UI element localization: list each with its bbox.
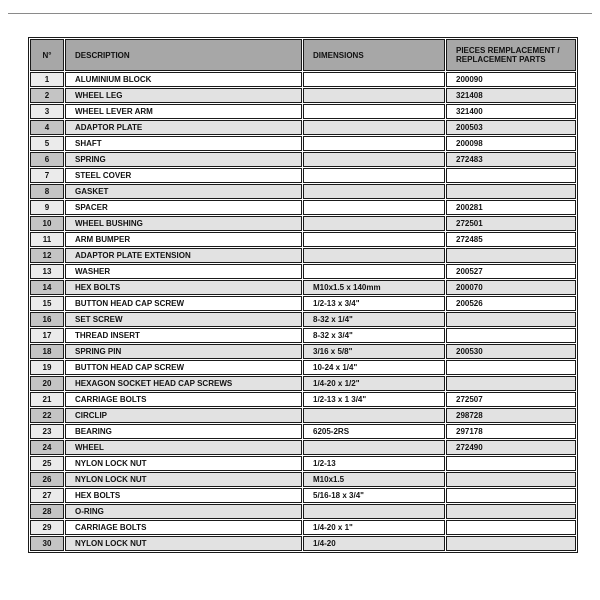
header-row: [30, 39, 576, 71]
table-row: [30, 136, 576, 151]
table-row: [30, 200, 576, 215]
row-number-cell: 22: [30, 408, 64, 423]
part-number-cell: [446, 504, 576, 519]
top-rule-divider: [8, 13, 592, 14]
header-dimensions: DIMENSIONS: [303, 39, 445, 71]
replacement-parts-table: [28, 37, 578, 553]
description-cell: HEX BOLTS: [65, 280, 302, 295]
row-number-cell: 20: [30, 376, 64, 391]
row-number-cell: 7: [30, 168, 64, 183]
description-cell: SPRING: [65, 152, 302, 167]
header-replacement-parts: PIECES REMPLACEMENT / REPLACEMENT PARTS: [446, 39, 576, 71]
row-number-cell: 25: [30, 456, 64, 471]
part-number-cell: 272490: [446, 440, 576, 455]
part-number-cell: 272485: [446, 232, 576, 247]
row-number-cell: 16: [30, 312, 64, 327]
part-number-cell: 272507: [446, 392, 576, 407]
dimensions-cell: [303, 72, 445, 87]
dimensions-cell: [303, 232, 445, 247]
dimensions-cell: 1/4-20 x 1/2": [303, 376, 445, 391]
description-cell: BUTTON HEAD CAP SCREW: [65, 360, 302, 375]
table-row: [30, 440, 576, 455]
part-number-cell: 200527: [446, 264, 576, 279]
description-cell: CARRIAGE BOLTS: [65, 520, 302, 535]
description-cell: WHEEL: [65, 440, 302, 455]
row-number-cell: 15: [30, 296, 64, 311]
row-number-cell: 10: [30, 216, 64, 231]
row-number-cell: 18: [30, 344, 64, 359]
dimensions-cell: [303, 120, 445, 135]
dimensions-cell: [303, 440, 445, 455]
row-number-cell: 3: [30, 104, 64, 119]
description-cell: HEX BOLTS: [65, 488, 302, 503]
part-number-cell: 200530: [446, 344, 576, 359]
row-number-cell: 1: [30, 72, 64, 87]
dimensions-cell: [303, 200, 445, 215]
part-number-cell: [446, 312, 576, 327]
description-cell: CIRCLIP: [65, 408, 302, 423]
table-row: [30, 104, 576, 119]
table-row: [30, 520, 576, 535]
description-cell: BEARING: [65, 424, 302, 439]
dimensions-cell: [303, 408, 445, 423]
table-row: [30, 120, 576, 135]
row-number-cell: 6: [30, 152, 64, 167]
description-cell: WHEEL BUSHING: [65, 216, 302, 231]
description-cell: O-RING: [65, 504, 302, 519]
table-row: [30, 392, 576, 407]
part-number-cell: 297178: [446, 424, 576, 439]
description-cell: CARRIAGE BOLTS: [65, 392, 302, 407]
dimensions-cell: 3/16 x 5/8": [303, 344, 445, 359]
description-cell: ADAPTOR PLATE EXTENSION: [65, 248, 302, 263]
table-header: [30, 39, 576, 71]
dimensions-cell: [303, 152, 445, 167]
dimensions-cell: 1/2-13: [303, 456, 445, 471]
description-cell: ADAPTOR PLATE: [65, 120, 302, 135]
part-number-cell: 321400: [446, 104, 576, 119]
table-row: [30, 264, 576, 279]
dimensions-cell: 1/2-13 x 1 3/4": [303, 392, 445, 407]
part-number-cell: 200526: [446, 296, 576, 311]
part-number-cell: [446, 184, 576, 199]
dimensions-cell: [303, 104, 445, 119]
row-number-cell: 17: [30, 328, 64, 343]
dimensions-cell: [303, 184, 445, 199]
dimensions-cell: 6205-2RS: [303, 424, 445, 439]
row-number-cell: 8: [30, 184, 64, 199]
table-row: [30, 312, 576, 327]
part-number-cell: [446, 488, 576, 503]
description-cell: WASHER: [65, 264, 302, 279]
row-number-cell: 29: [30, 520, 64, 535]
table-row: [30, 216, 576, 231]
part-number-cell: 200098: [446, 136, 576, 151]
dimensions-cell: [303, 264, 445, 279]
row-number-cell: 4: [30, 120, 64, 135]
part-number-cell: [446, 328, 576, 343]
dimensions-cell: 1/2-13 x 3/4": [303, 296, 445, 311]
dimensions-cell: 1/4-20: [303, 536, 445, 551]
table-row: [30, 232, 576, 247]
row-number-cell: 14: [30, 280, 64, 295]
row-number-cell: 12: [30, 248, 64, 263]
dimensions-cell: [303, 248, 445, 263]
description-cell: SET SCREW: [65, 312, 302, 327]
table-row: [30, 376, 576, 391]
description-cell: BUTTON HEAD CAP SCREW: [65, 296, 302, 311]
table-row: [30, 296, 576, 311]
part-number-cell: [446, 360, 576, 375]
dimensions-cell: M10x1.5 x 140mm: [303, 280, 445, 295]
row-number-cell: 2: [30, 88, 64, 103]
dimensions-cell: [303, 88, 445, 103]
part-number-cell: [446, 168, 576, 183]
row-number-cell: 9: [30, 200, 64, 215]
table-row: [30, 536, 576, 551]
table-row: [30, 472, 576, 487]
part-number-cell: 272501: [446, 216, 576, 231]
part-number-cell: 200281: [446, 200, 576, 215]
description-cell: WHEEL LEG: [65, 88, 302, 103]
dimensions-cell: [303, 504, 445, 519]
description-cell: ALUMINIUM BLOCK: [65, 72, 302, 87]
table-row: [30, 280, 576, 295]
description-cell: SPRING PIN: [65, 344, 302, 359]
table-row: [30, 360, 576, 375]
row-number-cell: 27: [30, 488, 64, 503]
row-number-cell: 5: [30, 136, 64, 151]
row-number-cell: 11: [30, 232, 64, 247]
part-number-cell: [446, 248, 576, 263]
part-number-cell: 272483: [446, 152, 576, 167]
row-number-cell: 23: [30, 424, 64, 439]
part-number-cell: 200090: [446, 72, 576, 87]
dimensions-cell: [303, 168, 445, 183]
part-number-cell: 321408: [446, 88, 576, 103]
part-number-cell: 298728: [446, 408, 576, 423]
dimensions-cell: 8-32 x 1/4": [303, 312, 445, 327]
row-number-cell: 19: [30, 360, 64, 375]
table-row: [30, 456, 576, 471]
description-cell: NYLON LOCK NUT: [65, 536, 302, 551]
table-row: [30, 504, 576, 519]
table-row: [30, 72, 576, 87]
dimensions-cell: 8-32 x 3/4": [303, 328, 445, 343]
row-number-cell: 28: [30, 504, 64, 519]
description-cell: WHEEL LEVER ARM: [65, 104, 302, 119]
part-number-cell: [446, 376, 576, 391]
table-row: [30, 248, 576, 263]
table-row: [30, 328, 576, 343]
header-description: DESCRIPTION: [65, 39, 302, 71]
table-row: [30, 168, 576, 183]
part-number-cell: [446, 536, 576, 551]
description-cell: SHAFT: [65, 136, 302, 151]
row-number-cell: 30: [30, 536, 64, 551]
table-row: [30, 88, 576, 103]
table-row: [30, 424, 576, 439]
header-number: N°: [30, 39, 64, 71]
description-cell: NYLON LOCK NUT: [65, 472, 302, 487]
table-row: [30, 488, 576, 503]
dimensions-cell: 10-24 x 1/4": [303, 360, 445, 375]
table-row: [30, 408, 576, 423]
description-cell: THREAD INSERT: [65, 328, 302, 343]
row-number-cell: 24: [30, 440, 64, 455]
table-body: [30, 72, 576, 551]
description-cell: SPACER: [65, 200, 302, 215]
description-cell: HEXAGON SOCKET HEAD CAP SCREWS: [65, 376, 302, 391]
row-number-cell: 13: [30, 264, 64, 279]
part-number-cell: 200503: [446, 120, 576, 135]
dimensions-cell: [303, 136, 445, 151]
dimensions-cell: [303, 216, 445, 231]
part-number-cell: 200070: [446, 280, 576, 295]
part-number-cell: [446, 456, 576, 471]
description-cell: NYLON LOCK NUT: [65, 456, 302, 471]
dimensions-cell: M10x1.5: [303, 472, 445, 487]
dimensions-cell: 5/16-18 x 3/4": [303, 488, 445, 503]
description-cell: ARM BUMPER: [65, 232, 302, 247]
table-row: [30, 344, 576, 359]
row-number-cell: 26: [30, 472, 64, 487]
table-row: [30, 152, 576, 167]
part-number-cell: [446, 520, 576, 535]
row-number-cell: 21: [30, 392, 64, 407]
description-cell: STEEL COVER: [65, 168, 302, 183]
part-number-cell: [446, 472, 576, 487]
description-cell: GASKET: [65, 184, 302, 199]
dimensions-cell: 1/4-20 x 1": [303, 520, 445, 535]
table-row: [30, 184, 576, 199]
